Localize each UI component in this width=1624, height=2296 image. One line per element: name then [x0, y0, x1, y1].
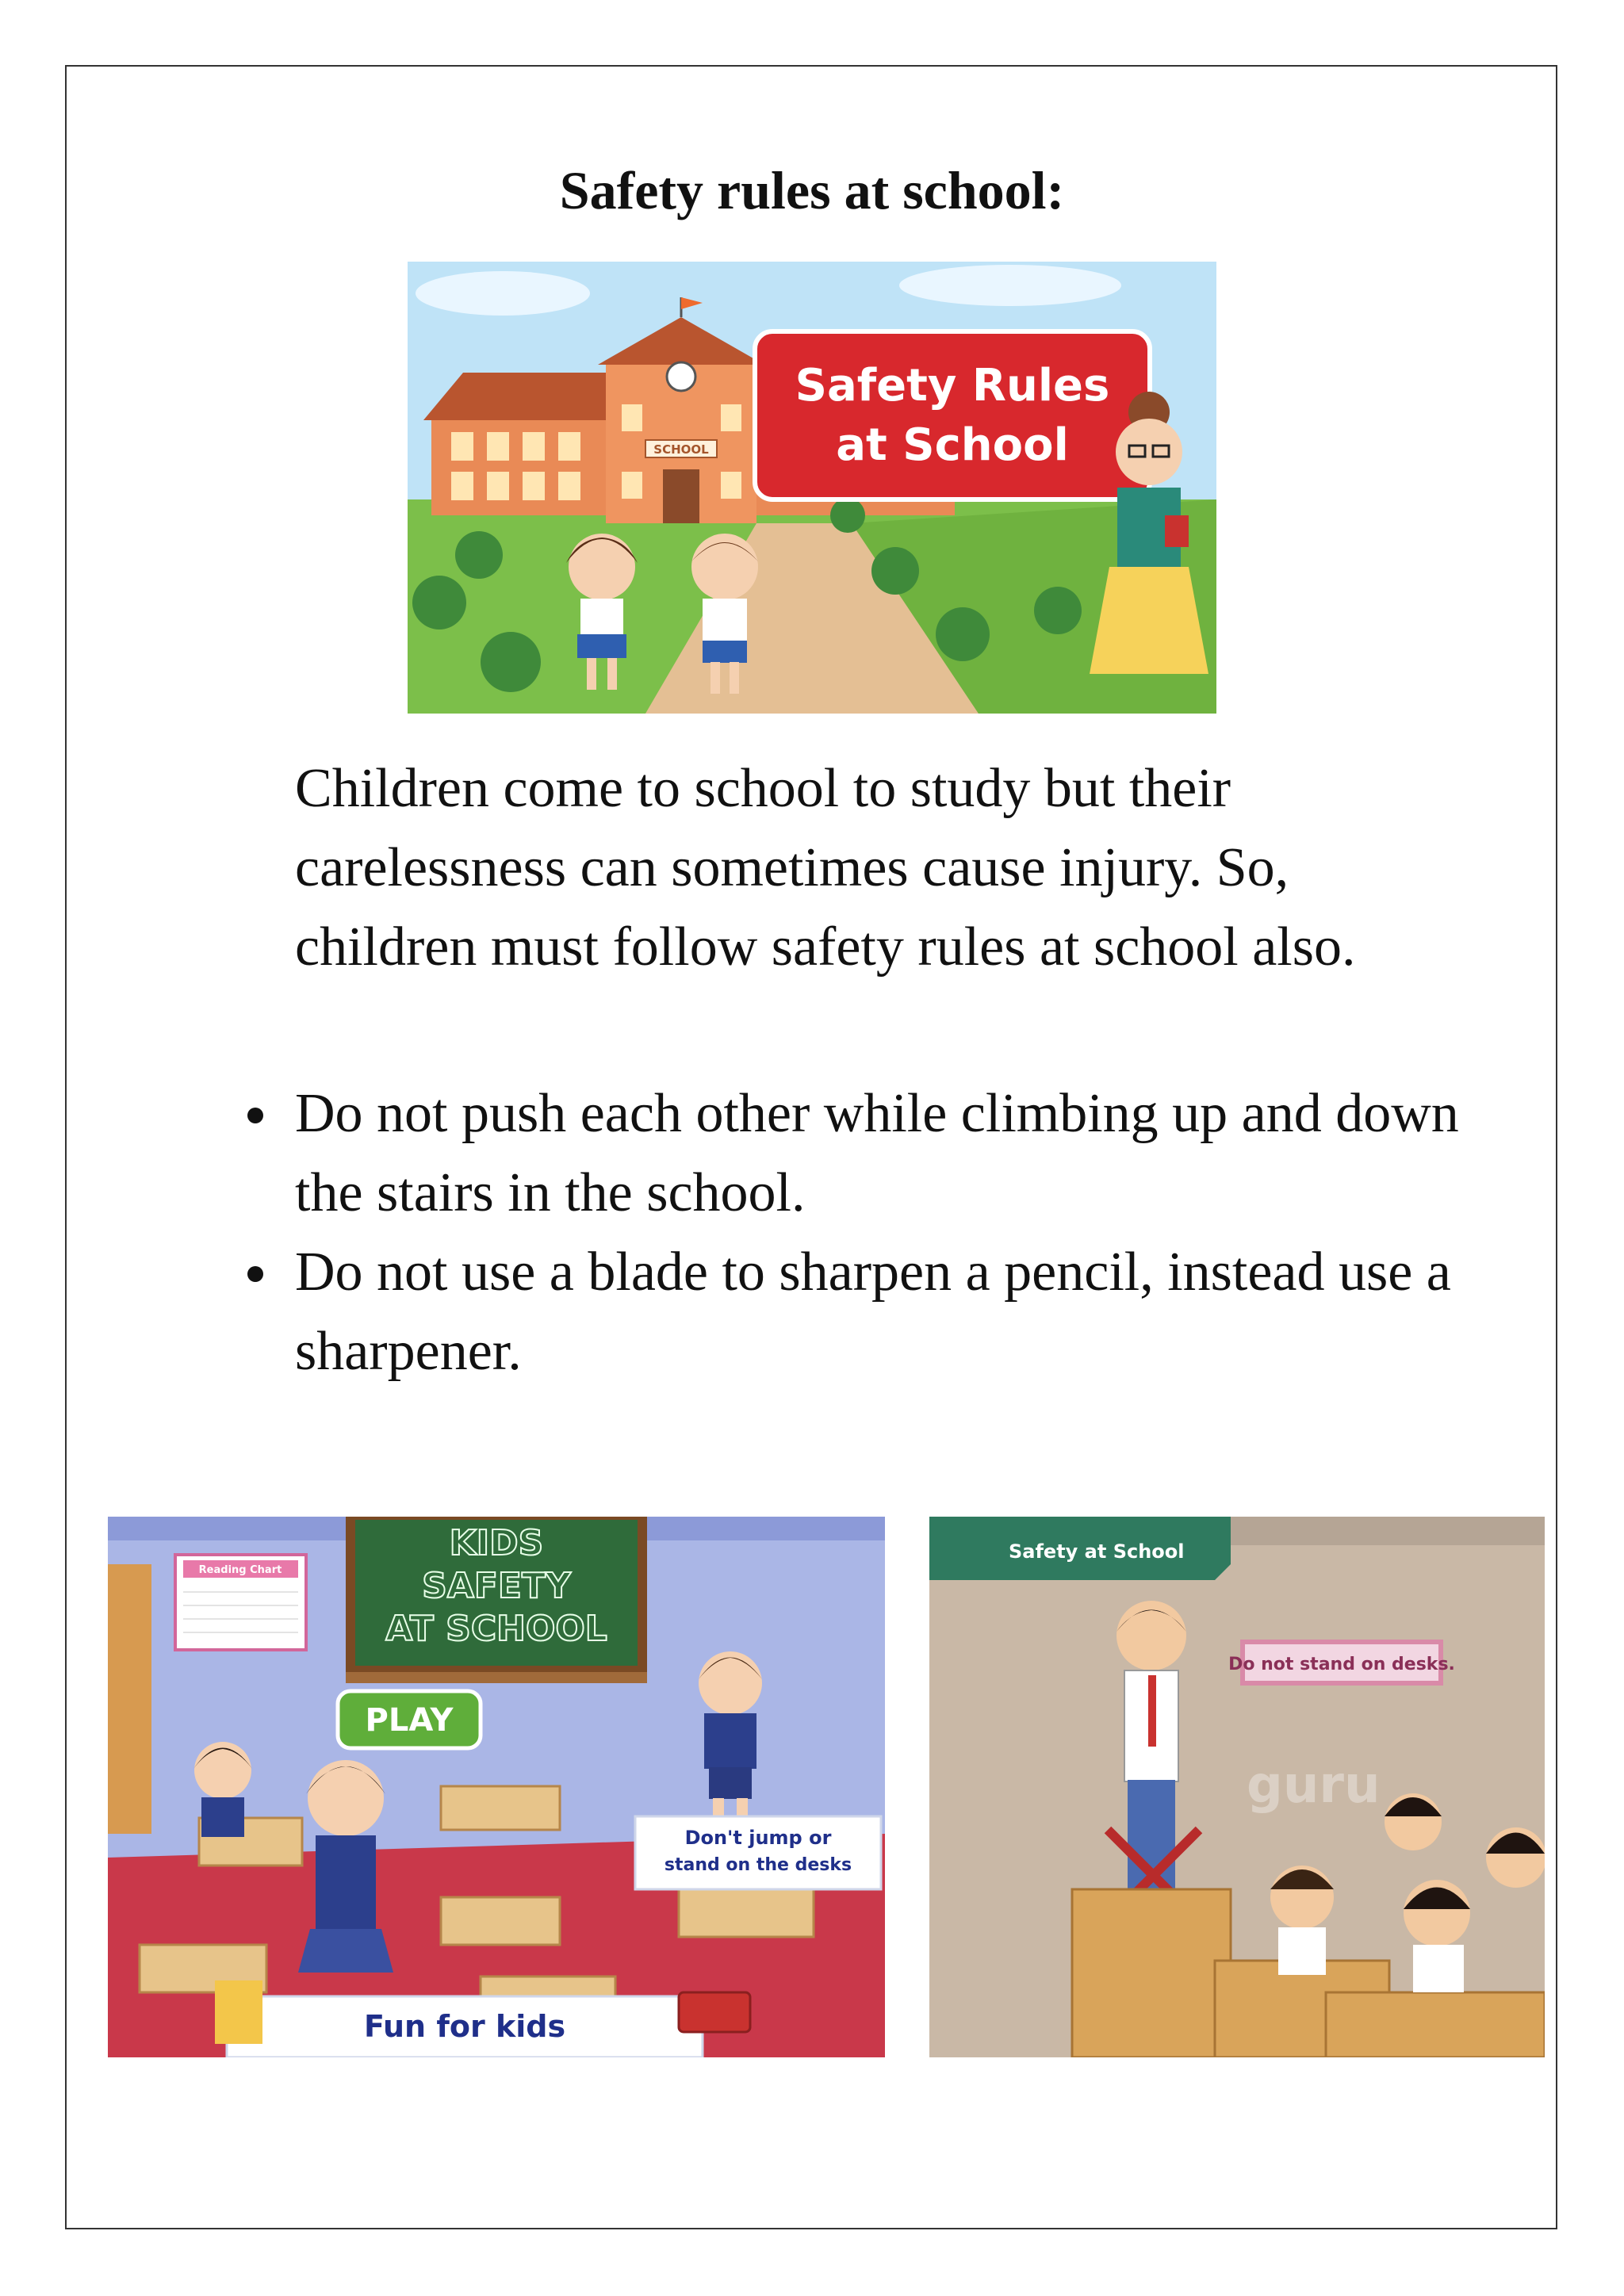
list-item [238, 1233, 1522, 1391]
caption: Do not stand on desks. [1228, 1655, 1455, 1674]
kids-safety-classroom-illustration [108, 1517, 885, 2057]
watermark-text: guru [1247, 1756, 1381, 1815]
safety-at-school-illustration [929, 1517, 1545, 2057]
banner-line-1: Safety Rules [795, 360, 1110, 411]
building-sign: SCHOOL [653, 442, 709, 457]
board-line-3: AT SCHOOL [385, 1609, 607, 1649]
school-safety-illustration [408, 262, 1216, 714]
header-label: Safety at School [1009, 1540, 1185, 1563]
list-item [238, 1074, 1522, 1233]
board-line-1: KIDS [449, 1523, 544, 1563]
board-line-2: SAFETY [422, 1566, 571, 1606]
footer-label: Fun for kids [363, 2009, 566, 2044]
school-scene [408, 262, 1216, 714]
chart-title: Reading Chart [198, 1564, 282, 1576]
play-button-label: PLAY [365, 1702, 454, 1739]
page-title: Safety rules at school: [559, 160, 1065, 220]
classroom-scene [108, 1517, 885, 2057]
list-item-text: Do not use a blade to sharpen a pencil, instead use a sharpener. [295, 1242, 1451, 1382]
note-line-2: stand on the desks [664, 1855, 852, 1875]
banner-line-2: at School [836, 419, 1069, 471]
list-item-text: Do not push each other while climbing up and down the stairs in the school. [295, 1083, 1459, 1223]
desk-scene [929, 1517, 1545, 2057]
safety-rules-list [238, 1074, 1522, 1391]
bullet-icon [247, 1266, 263, 1282]
note-line-1: Don't jump or [684, 1827, 832, 1849]
intro-paragraph: Children come to school to study but their carelessness can sometimes cause injury. So, children must follow safety rules at school also. [295, 758, 1356, 978]
bullet-icon [247, 1108, 263, 1123]
